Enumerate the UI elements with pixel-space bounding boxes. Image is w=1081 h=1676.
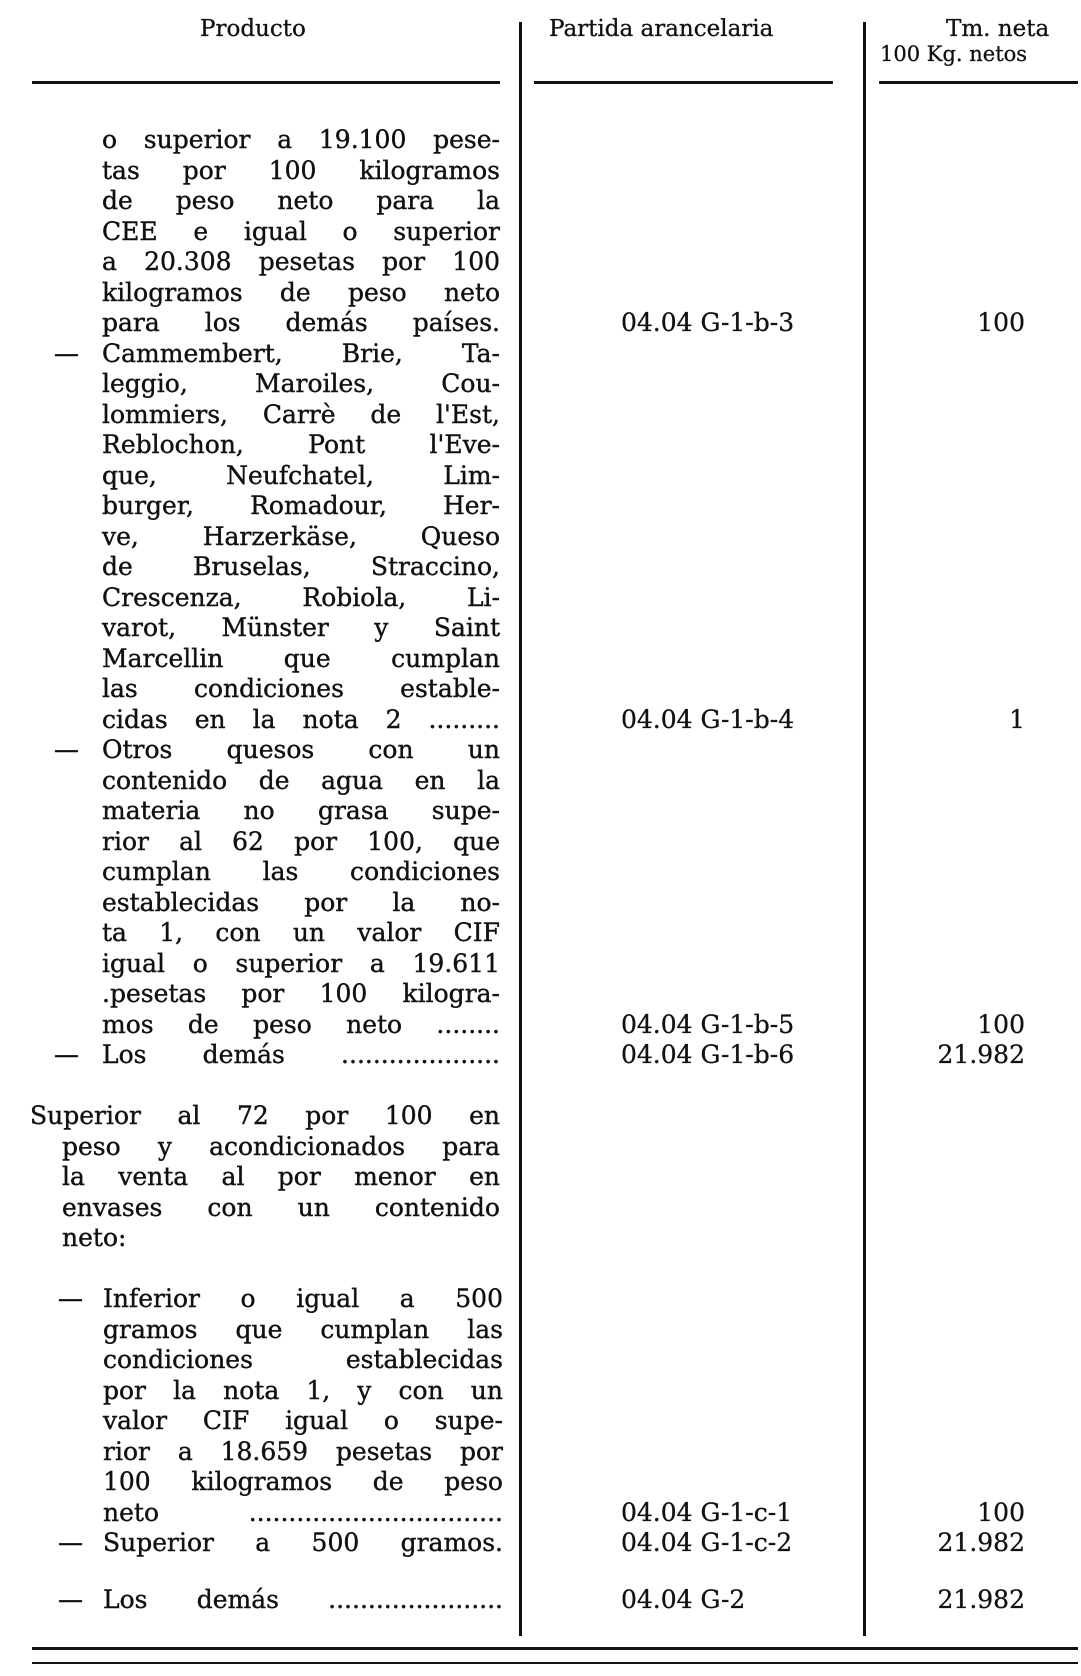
product-text: Inferior o igual a 500: [103, 1284, 503, 1313]
partida-arancelaria-code: 04.04 G-1-c-2: [621, 1528, 793, 1557]
product-text: rior al 62 por 100, que: [102, 826, 500, 856]
product-line: [0, 1101, 1081, 1132]
partida-arancelaria-code: 04.04 G-1-b-4: [621, 704, 795, 734]
product-text: gramos que cumplan las: [103, 1314, 503, 1344]
product-line: [0, 766, 1081, 797]
product-text: tas por 100 kilogramos: [102, 155, 500, 185]
product-text: las condiciones estable-: [102, 674, 500, 703]
product-line: [0, 735, 1081, 766]
product-text: neto:: [62, 1223, 127, 1252]
product-text: contenido de agua en la: [102, 765, 500, 795]
product-text: establecidas por la no-: [102, 887, 500, 917]
product-line: [0, 1132, 1081, 1163]
product-line: [0, 1223, 1081, 1254]
product-line: [0, 247, 1081, 278]
product-text: burger, Romadour, Her-: [102, 491, 500, 520]
product-line: [0, 1162, 1081, 1193]
product-text: neto ................................: [103, 1497, 503, 1527]
header-100-kg-netos: 100 Kg. netos: [880, 42, 1028, 66]
product-line: [0, 1585, 1081, 1616]
product-line: [0, 1498, 1081, 1529]
product-line: [0, 644, 1081, 675]
product-line: [0, 1315, 1081, 1346]
product-text: Marcellin que cumplan: [102, 643, 500, 673]
table-row: [0, 1585, 1081, 1616]
product-line: [0, 1040, 1081, 1071]
product-line: [0, 1437, 1081, 1468]
product-text: Crescenza, Robiola, Li-: [102, 582, 500, 612]
product-text: .pesetas por 100 kilogra-: [102, 979, 500, 1008]
product-text: leggio, Maroiles, Cou-: [102, 369, 500, 398]
header-rule-producto: [32, 81, 500, 84]
product-text: a 20.308 pesetas por 100: [102, 247, 500, 276]
tm-neta-value: 21.982: [937, 1584, 1025, 1614]
header-partida-arancelaria: Partida arancelaria: [549, 16, 774, 42]
header-producto: Producto: [200, 16, 306, 42]
product-text: Los demás ......................: [103, 1584, 503, 1614]
product-text: kilogramos de peso neto: [102, 277, 500, 307]
header-rule-partida: [534, 81, 833, 84]
product-text: cumplan las condiciones: [102, 857, 500, 886]
product-line: [0, 674, 1081, 705]
product-line: [0, 1528, 1081, 1559]
product-line: [0, 827, 1081, 858]
product-line: [0, 1284, 1081, 1315]
product-text: condiciones establecidas: [103, 1345, 503, 1374]
product-line: [0, 918, 1081, 949]
header-rule-tm: [879, 81, 1078, 84]
partida-arancelaria-code: 04.04 G-2: [621, 1584, 746, 1614]
product-text: Los demás ....................: [102, 1040, 500, 1069]
product-text: valor CIF igual o supe-: [103, 1406, 503, 1435]
product-line: [0, 705, 1081, 736]
table-body: [0, 125, 1081, 1615]
em-dash: —: [54, 338, 79, 368]
product-line: [0, 369, 1081, 400]
product-text: varot, Münster y Saint: [102, 613, 500, 642]
product-line: [0, 278, 1081, 309]
em-dash: —: [58, 1584, 83, 1614]
product-line: [0, 1376, 1081, 1407]
product-text: por la nota 1, y con un: [103, 1375, 503, 1405]
em-dash: —: [58, 1284, 83, 1313]
product-line: [0, 125, 1081, 156]
product-text: de peso neto para la: [102, 186, 500, 215]
em-dash: —: [54, 1040, 79, 1069]
product-line: [0, 400, 1081, 431]
product-line: [0, 491, 1081, 522]
product-line: [0, 552, 1081, 583]
product-line: [0, 888, 1081, 919]
table-row: [0, 1101, 1081, 1254]
partida-arancelaria-code: 04.04 G-1-b-6: [621, 1040, 795, 1069]
product-text: materia no grasa supe-: [102, 796, 500, 825]
product-line: [0, 1467, 1081, 1498]
product-text: ta 1, con un valor CIF: [102, 918, 500, 947]
table-row: [0, 1040, 1081, 1071]
table-row: [0, 1284, 1081, 1528]
product-line: [0, 186, 1081, 217]
header-tm-neta: Tm. neta: [946, 16, 1050, 42]
product-line: [0, 1345, 1081, 1376]
product-line: [0, 583, 1081, 614]
em-dash: —: [54, 735, 79, 764]
partida-arancelaria-code: 04.04 G-1-b-5: [621, 1009, 795, 1039]
product-text: Reblochon, Pont l'Eve-: [102, 430, 500, 459]
tm-neta-value: 100: [977, 1009, 1025, 1039]
tm-neta-value: 1: [1009, 704, 1025, 734]
table-row: [0, 125, 1081, 339]
bottom-rule-2: [32, 1662, 1078, 1664]
product-line: [0, 949, 1081, 980]
product-text: igual o superior a 19.611: [102, 948, 500, 978]
product-text: envases con un contenido: [62, 1192, 500, 1222]
tm-neta-value: 100: [977, 308, 1025, 337]
product-text: la venta al por menor en: [62, 1162, 500, 1191]
product-line: [0, 979, 1081, 1010]
product-text: Superior al 72 por 100 en: [30, 1101, 500, 1130]
product-line: [0, 339, 1081, 370]
table-row: [0, 339, 1081, 736]
tm-neta-value: 100: [977, 1497, 1025, 1527]
product-text: Superior a 500 gramos.: [103, 1528, 503, 1557]
tm-neta-value: 21.982: [937, 1528, 1025, 1557]
product-line: [0, 1406, 1081, 1437]
product-text: CEE e igual o superior: [102, 216, 500, 246]
product-text: 100 kilogramos de peso: [103, 1467, 503, 1496]
em-dash: —: [58, 1528, 83, 1557]
product-line: [0, 613, 1081, 644]
product-text: o superior a 19.100 pese-: [102, 125, 500, 154]
product-line: [0, 522, 1081, 553]
table-row: [0, 735, 1081, 1040]
product-text: para los demás países.: [102, 308, 500, 337]
table-row: [0, 1528, 1081, 1559]
product-text: rior a 18.659 pesetas por: [103, 1436, 503, 1466]
product-text: de Bruselas, Straccino,: [102, 552, 500, 581]
product-text: mos de peso neto ........: [102, 1009, 500, 1039]
product-line: [0, 857, 1081, 888]
product-text: cidas en la nota 2 .........: [102, 704, 500, 734]
product-text: peso y acondicionados para: [62, 1131, 500, 1161]
product-line: [0, 1010, 1081, 1041]
product-text: lommiers, Carrè de l'Est,: [102, 399, 500, 429]
product-text: Otros quesos con un: [102, 735, 500, 764]
product-line: [0, 796, 1081, 827]
product-text: que, Neufchatel, Lim-: [102, 460, 500, 490]
product-line: [0, 217, 1081, 248]
product-line: [0, 461, 1081, 492]
partida-arancelaria-code: 04.04 G-1-b-3: [621, 308, 795, 337]
tm-neta-value: 21.982: [937, 1040, 1025, 1069]
product-text: Cammembert, Brie, Ta-: [102, 338, 500, 368]
product-line: [0, 156, 1081, 187]
partida-arancelaria-code: 04.04 G-1-c-1: [621, 1497, 793, 1527]
product-line: [0, 1193, 1081, 1224]
product-line: [0, 308, 1081, 339]
product-line: [0, 430, 1081, 461]
bottom-rule-1: [32, 1647, 1078, 1650]
product-text: ve, Harzerkäse, Queso: [102, 521, 500, 551]
